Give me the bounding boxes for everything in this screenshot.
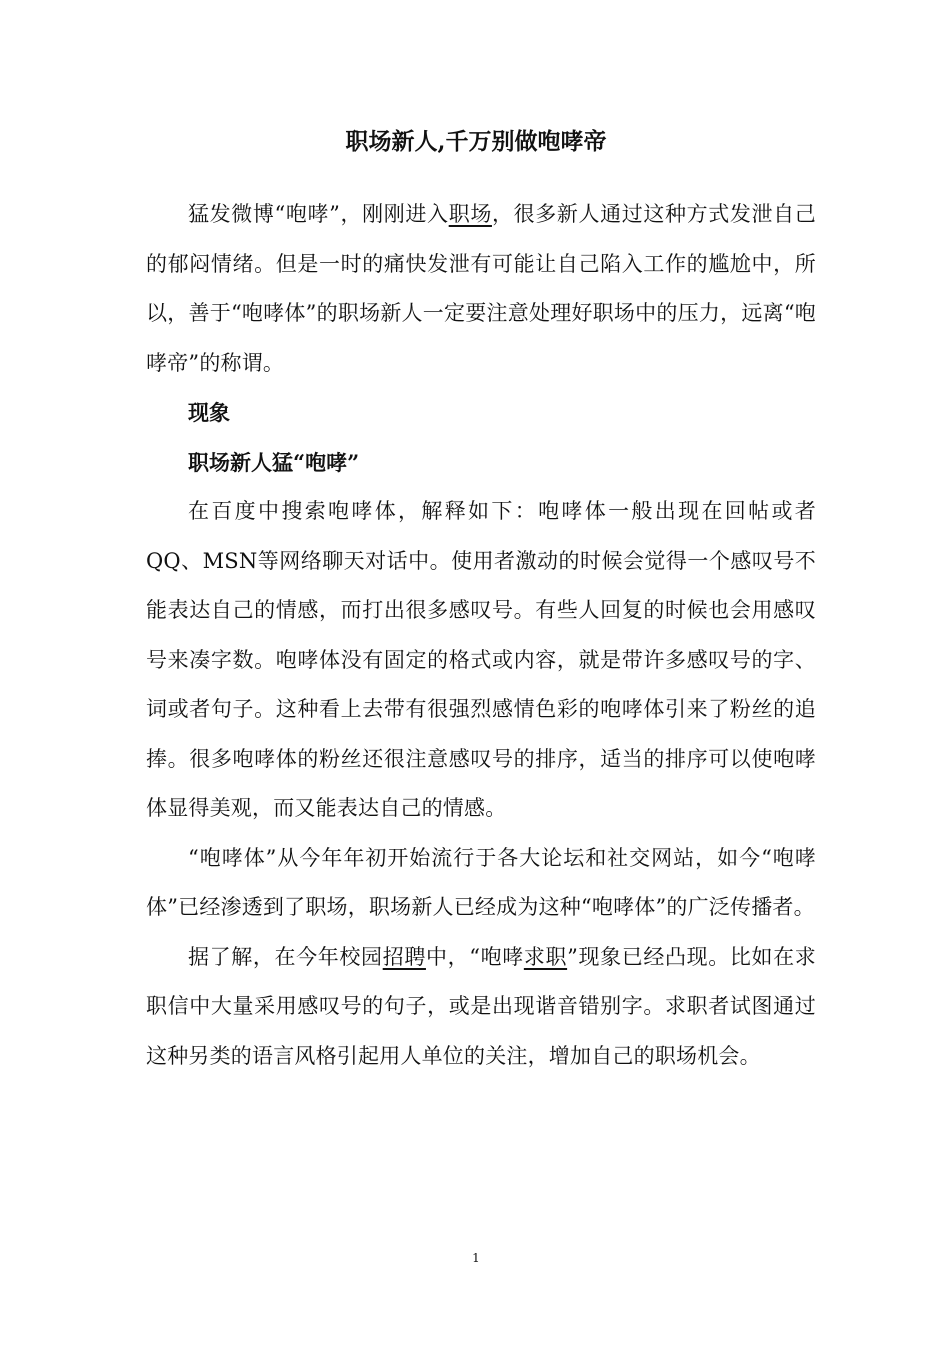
spread-paragraph: “咆哮体”从今年年初开始流行于各大论坛和社交网站，如今“咆哮体”已经渗透到了职场，职场新人已经成为这种“咆哮体”的广泛传播者。 <box>146 845 816 919</box>
intro-paragraph <box>146 190 816 388</box>
link-qiuzhi[interactable]: 求职 <box>523 944 568 969</box>
intro-text-start: 猛发微博“咆哮”，刚刚进入 <box>188 202 449 226</box>
page-title: 职场新人,千万别做咆哮帝 <box>345 128 607 155</box>
subsection-heading: 职场新人猛“咆哮” <box>188 449 360 475</box>
recruitment-text-middle: 中，“咆哮 <box>425 944 524 969</box>
recruitment-paragraph <box>146 933 816 1082</box>
article-body <box>146 190 816 1081</box>
recruitment-text-start: 据了解，在今年校园 <box>188 944 383 969</box>
definition-paragraph: 在百度中搜索咆哮体，解释如下：咆哮体一般出现在回帖或者QQ、MSN等网络聊天对话中。使用者激动的时候会觉得一个感叹号不能表达自己的情感，而打出很多感叹号。有些人回复的时候也会用感叹号来凑字数。咆哮体没有固定的格式或内容，就是带许多感叹号的字、词或者句子。这种看上去带有很强烈感情色彩的咆哮体引来了粉丝的追捧。很多咆哮体的粉丝还很注意感叹号的排序，适当的排序可以使咆哮体显得美观，而又能表达自己的情感。 <box>146 499 816 820</box>
recruitment-text-end: ”现象已经凸现。比如在求职信中大量采用感叹号的句子，或是出现谐音错别字。求职者试图通过这种另类的语言风格引起用人单位的关注，增加自己的职场机会。 <box>146 944 816 1068</box>
link-zhaopin[interactable]: 招聘 <box>382 944 426 969</box>
link-zhichang[interactable]: 职场 <box>448 202 492 226</box>
section-heading: 现象 <box>188 400 230 425</box>
intro-text-end: ，很多新人通过这种方式发泄自己的郁闷情绪。但是一时的痛快发泄有可能让自己陷入工作的尴尬中，所以，善于“咆哮体”的职场新人一定要注意处理好职场中的压力，远离“咆哮帝”的称谓。 <box>146 202 816 375</box>
page-number: 1 <box>472 1251 480 1265</box>
